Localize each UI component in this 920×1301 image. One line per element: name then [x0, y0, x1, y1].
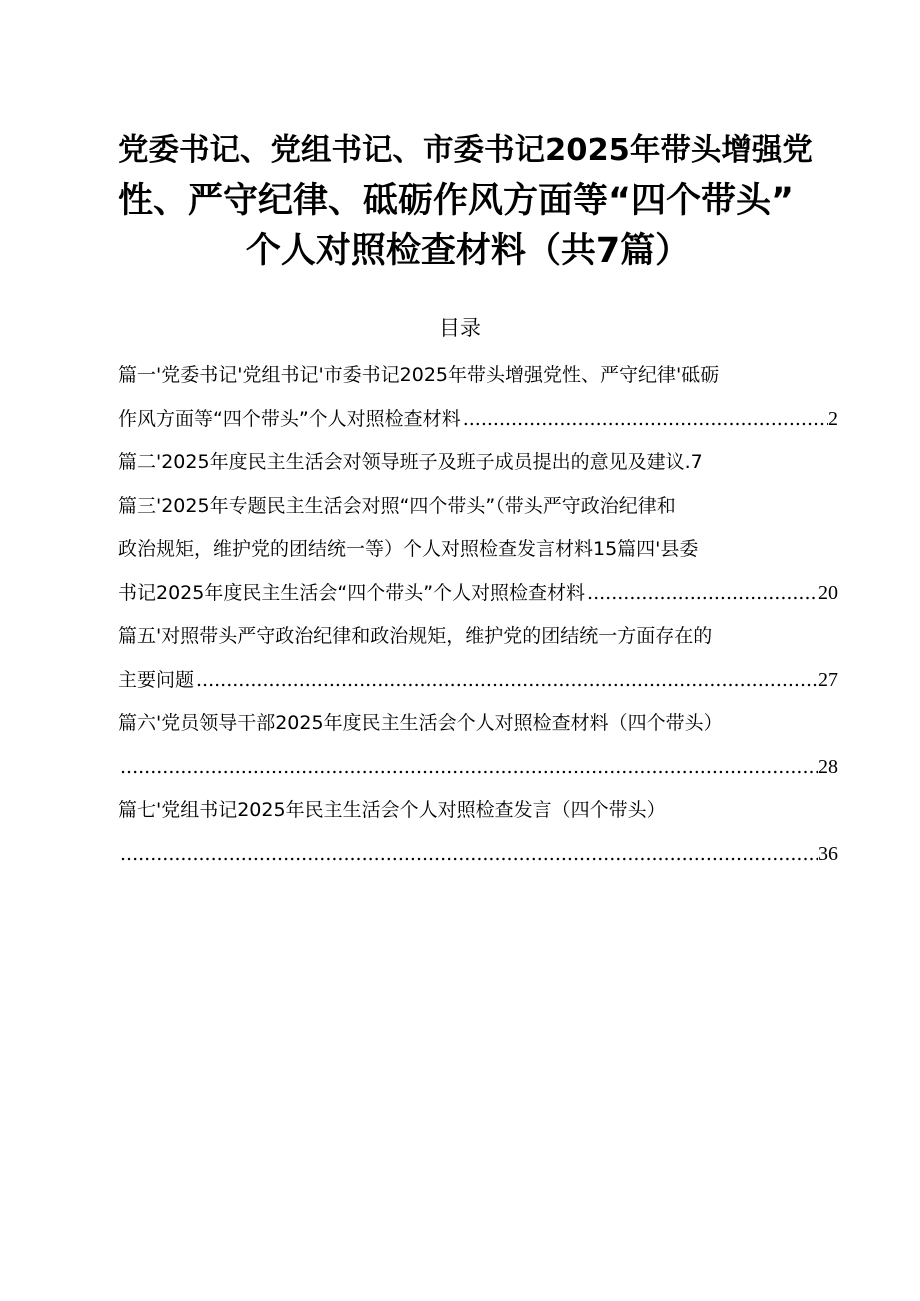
- toc-leader-dots: [194, 659, 818, 703]
- document-title: [118, 126, 818, 276]
- table-of-contents: [118, 354, 838, 876]
- toc-leader-dots: [118, 833, 818, 877]
- toc-entry-text: 作风方面等“四个带头”个人对照检查材料: [118, 407, 461, 430]
- title-line-3: 个人对照检查材料（共7篇）: [245, 231, 691, 271]
- toc-page-number: 20: [818, 581, 838, 604]
- toc-line[interactable]: 篇五'对照带头严守政治纪律和政治规矩，维护党的团结统一方面存在的: [118, 625, 713, 647]
- toc-entry-text: 主要问题: [118, 668, 195, 691]
- title-line-2: 性、严守纪律、砥砺作风方面等“四个带头”: [118, 181, 795, 221]
- toc-line[interactable]: 政治规矩，维护党的团结统一等）个人对照检查发言材料15篇四'县委: [118, 538, 699, 560]
- toc-page-number: 28: [818, 755, 838, 778]
- toc-line[interactable]: [118, 659, 838, 703]
- toc-line[interactable]: 篇六'党员领导干部2025年度民主生活会个人对照检查材料（四个带头）: [118, 712, 723, 734]
- toc-entry-text: 书记2025年度民主生活会“四个带头”个人对照检查材料: [118, 581, 586, 604]
- title-line-1: 党委书记、党组书记、市委书记2025年带头增强党: [118, 133, 813, 168]
- toc-line[interactable]: 篇一'党委书记'党组书记'市委书记2025年带头增强党性、严守纪律'砥砺: [118, 364, 720, 386]
- toc-page-number: 27: [818, 668, 838, 691]
- toc-line[interactable]: [118, 398, 838, 442]
- toc-line[interactable]: [118, 833, 838, 877]
- toc-line[interactable]: [118, 572, 838, 616]
- toc-line[interactable]: 篇三'2025年专题民主生活会对照“四个带头”（带头严守政治纪律和: [118, 494, 676, 517]
- toc-page-number: 2: [828, 407, 838, 430]
- toc-leader-dots: [585, 572, 818, 616]
- toc-page-number: 36: [818, 842, 838, 865]
- toc-line[interactable]: 篇七'党组书记2025年民主生活会个人对照检查发言（四个带头）: [118, 799, 666, 821]
- toc-leader-dots: [118, 746, 818, 790]
- toc-line[interactable]: 篇二'2025年度民主生活会对领导班子及班子成员提出的意见及建议.7: [118, 451, 703, 473]
- toc-line[interactable]: [118, 746, 838, 790]
- toc-leader-dots: [461, 398, 828, 442]
- toc-heading: 目录: [439, 316, 481, 340]
